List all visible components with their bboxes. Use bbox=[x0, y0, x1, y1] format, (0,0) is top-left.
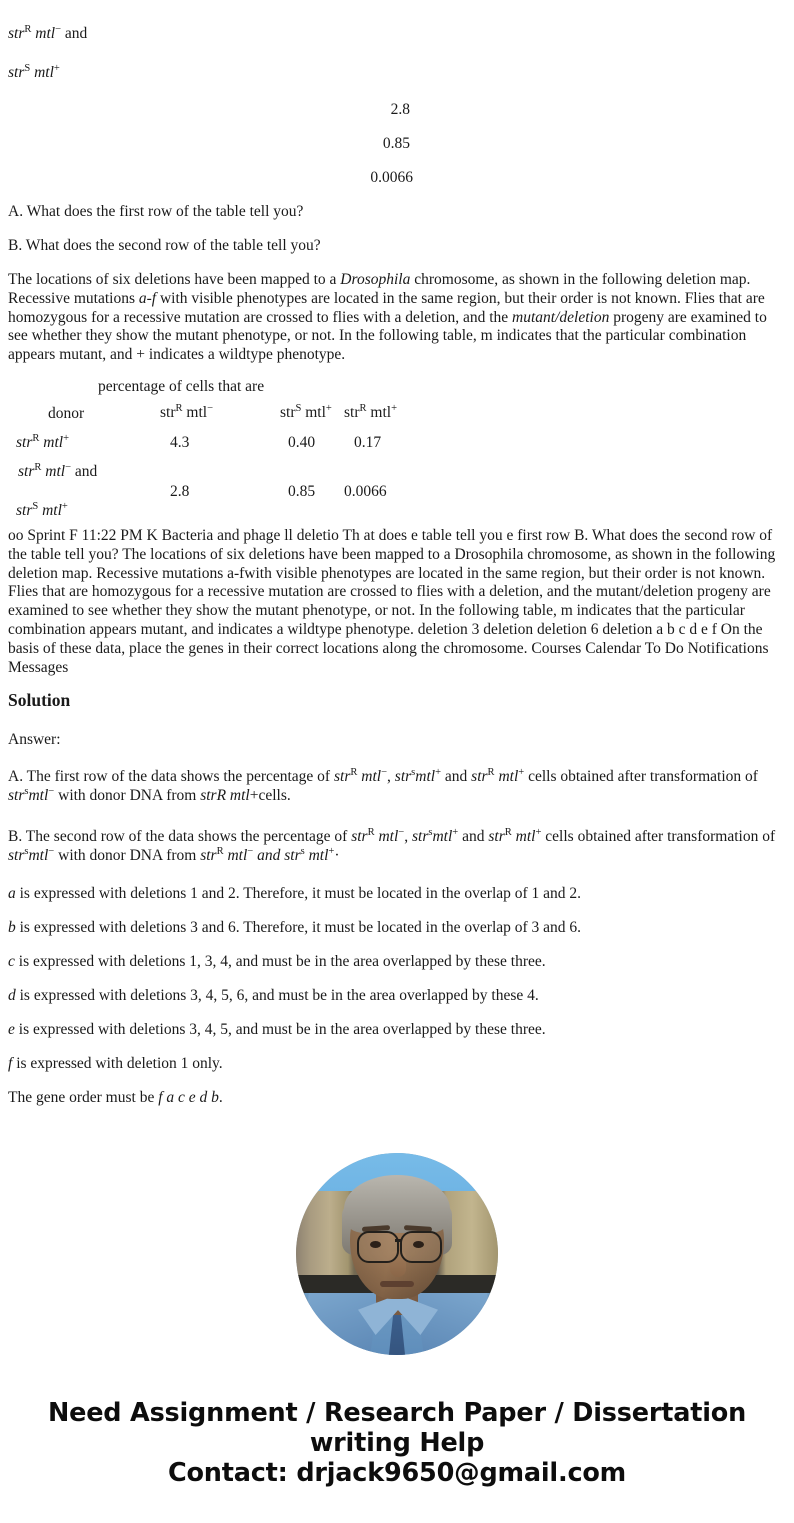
deduction-line-f bbox=[8, 1055, 786, 1074]
genotype-superscript: s bbox=[24, 785, 29, 797]
genotype-mid: mtl bbox=[304, 846, 329, 864]
answer-b-paragraph bbox=[8, 828, 786, 866]
intro-paragraph bbox=[8, 271, 786, 365]
genotype-superscript-2: − bbox=[381, 766, 388, 778]
header-base: str bbox=[344, 404, 360, 421]
genotype-superscript-2: + bbox=[328, 845, 335, 857]
stray-value-1: 2.8 bbox=[390, 101, 410, 118]
row-label-superscript-2: + bbox=[61, 500, 68, 512]
avatar-eye-left bbox=[370, 1241, 381, 1248]
genotype-base: str bbox=[488, 828, 505, 845]
gene-order-suffix: . bbox=[218, 1089, 223, 1106]
gene-label: d bbox=[8, 987, 16, 1004]
table-row-1-label bbox=[16, 434, 69, 453]
gene-label: b bbox=[8, 919, 16, 936]
genotype-superscript-2: − bbox=[55, 23, 62, 35]
intro-seg-4: progeny are examined to see whether they show the mutant phenotype, or not. In the following table, m indicates that the particular combination appears mutant, and + indicates a wildtype phenotype. bbox=[8, 308, 767, 364]
answer-b-seg-1: B. The second row of the data shows the percentage of bbox=[8, 828, 352, 845]
stray-value-3: 0.0066 bbox=[370, 169, 413, 186]
genotype-base: str bbox=[351, 828, 368, 845]
row-label-base: str bbox=[16, 434, 33, 451]
row-label-superscript-2: + bbox=[63, 432, 70, 444]
table-header-col-1 bbox=[160, 404, 213, 423]
genotype-superscript: R bbox=[24, 23, 32, 35]
genotype-mid: mtl bbox=[223, 846, 248, 864]
genotype-tail: and bbox=[61, 25, 88, 42]
genotype-base: str bbox=[284, 846, 301, 864]
answer-b-seg-3: and bbox=[458, 828, 489, 845]
answer-a-seg-2: , bbox=[387, 768, 395, 785]
genotype-mid: mtl bbox=[374, 828, 399, 845]
avatar-glasses-bridge bbox=[395, 1239, 401, 1242]
mutation-range: a-f bbox=[138, 289, 157, 307]
stray-value-2: 0.85 bbox=[382, 135, 410, 152]
table-row-2-label-part-b bbox=[16, 502, 68, 521]
table-header-donor: donor bbox=[48, 405, 85, 422]
deduction-line-b bbox=[8, 919, 786, 938]
genotype-mid: mtl bbox=[357, 768, 382, 785]
avatar-eye-right bbox=[413, 1241, 424, 1248]
table-header-col-3 bbox=[344, 404, 397, 423]
row-label-mid: mtl bbox=[41, 463, 66, 480]
footer-contact-email: Contact: drjack9650@gmail.com bbox=[167, 1458, 627, 1489]
answer-b-seg-4: cells obtained after transformation of bbox=[541, 828, 776, 845]
deduction-line-a bbox=[8, 885, 786, 904]
genotype-base: str bbox=[200, 846, 217, 864]
deduction-line-c bbox=[8, 953, 786, 972]
genotype-mid: mtl bbox=[30, 64, 54, 81]
gene-label: a bbox=[8, 885, 16, 902]
top-genotype-line-1 bbox=[8, 25, 87, 44]
avatar bbox=[296, 1153, 498, 1355]
row-label-base: str bbox=[18, 463, 35, 480]
genotype-superscript: R bbox=[367, 826, 375, 838]
genotype-mid: mtl bbox=[28, 786, 49, 804]
table-cell-r1c2: 0.40 bbox=[288, 434, 316, 451]
table-cell-r2c1: 2.8 bbox=[170, 483, 190, 500]
answer-a-paragraph bbox=[8, 768, 786, 806]
question-a: A. What does the first row of the table tell you? bbox=[8, 203, 304, 220]
header-mid: mtl bbox=[301, 404, 326, 421]
promo-footer bbox=[0, 1398, 794, 1488]
gene-label: c bbox=[8, 953, 15, 970]
intro-seg-3: with visible phenotypes are located in the same region, but their order is not known. Flies that are homozygous for a recessive mutation are crossed to flies with a deletion, and the bbox=[8, 289, 765, 326]
gene-label: f bbox=[8, 1055, 13, 1072]
deduction-line-d bbox=[8, 987, 786, 1006]
genotype-superscript: s bbox=[300, 845, 305, 857]
gene-order-conclusion bbox=[8, 1089, 786, 1108]
table-cell-r1c3: 0.17 bbox=[354, 434, 382, 451]
genotype-superscript: s bbox=[428, 826, 433, 838]
answer-b-seg-6: and bbox=[253, 846, 285, 864]
table-row-2-label-part-a bbox=[18, 463, 97, 482]
genotype-base: str bbox=[333, 768, 351, 785]
genotype-superscript-2: + bbox=[518, 766, 525, 778]
deduction-text: is expressed with deletions 3 and 6. Therefore, it must be located in the overlap of 3 and 6. bbox=[15, 919, 582, 936]
table-cell-r2c3: 0.0066 bbox=[344, 483, 387, 500]
genotype-base: str bbox=[411, 828, 429, 845]
row-label-superscript: R bbox=[32, 432, 40, 444]
ocr-garbled-paragraph: oo Sprint F 11:22 PM K Bacteria and phage ll deletio Th at does e table tell you e first row B. What does the second row of the table tell you? The locations of six deletions have been mapped to a Drosophila chromosome, as shown in the following deletion map. Recessive mutations a-fwith visible phenotypes are located in the same region, but their order is not known. Flies that are homozygous for a recessive mutation are crossed to flies with a deletion, and the mutant/deletion progeny are examined to see whether they show the mutant phenotype, or not. In the following table, m indicates that the particular combination appears mutant, and indicates a wildtype phenotype. deletion 3 deletion deletion 6 deletion a b c d e f On the basis of these data, place the genes in their correct locations along the chromosome. Courses Calendar To Do Notifications Messages bbox=[8, 527, 776, 676]
genotype-superscript: R bbox=[504, 826, 512, 838]
genotype-superscript: s bbox=[411, 766, 416, 778]
genotype-mid: mtl bbox=[28, 846, 49, 864]
genotype-mid: mtl bbox=[432, 828, 453, 845]
header-base: str bbox=[280, 404, 296, 421]
header-superscript-2: + bbox=[325, 402, 332, 414]
genotype-superscript-2: − bbox=[48, 785, 55, 797]
row-label-superscript: S bbox=[32, 500, 39, 512]
gene-order-prefix: The gene order must be bbox=[8, 1089, 159, 1106]
header-superscript-2: − bbox=[207, 402, 214, 414]
table-cell-r1c1: 4.3 bbox=[170, 434, 190, 451]
genotype-mid: mtl bbox=[494, 768, 519, 785]
genotype-superscript-2: − bbox=[398, 826, 405, 838]
avatar-mouth bbox=[380, 1281, 414, 1287]
answer-label: Answer: bbox=[8, 731, 61, 748]
answer-b-seg-5: with donor DNA from bbox=[54, 846, 201, 864]
genotype-superscript: S bbox=[24, 62, 31, 74]
genotype-mid: mtl bbox=[415, 768, 436, 785]
header-mid: mtl bbox=[366, 404, 392, 421]
genotype-superscript-2: − bbox=[48, 845, 55, 857]
genotype-base: str bbox=[8, 25, 25, 42]
row-label-mid: mtl bbox=[39, 434, 64, 451]
genotype-mid: mtl bbox=[31, 25, 56, 42]
avatar-shirt-left bbox=[299, 1293, 379, 1355]
header-superscript: S bbox=[295, 402, 302, 414]
answer-a-seg-3: and bbox=[441, 768, 472, 785]
footer-line-1: Need Assignment / Research Paper / Dissertation bbox=[47, 1398, 747, 1428]
header-base: str bbox=[160, 404, 176, 421]
answer-a-seg-1: A. The first row of the data shows the percentage of bbox=[8, 768, 334, 785]
row-label-base: str bbox=[16, 502, 33, 519]
row-label-superscript: R bbox=[34, 461, 42, 473]
header-superscript-2: + bbox=[391, 402, 398, 414]
intro-seg-2: chromosome, as shown in the following deletion map. Recessive mutations bbox=[8, 271, 751, 307]
genotype-base: str bbox=[8, 786, 25, 804]
answer-a-seg-4: cells obtained after transformation of bbox=[524, 768, 758, 785]
answer-b-seg-2: , bbox=[404, 828, 412, 845]
gene-order-value: f a c e d b bbox=[158, 1089, 219, 1106]
solution-heading: Solution bbox=[8, 690, 71, 710]
genotype-superscript: R bbox=[350, 766, 358, 778]
question-b: B. What does the second row of the table tell you? bbox=[8, 237, 321, 254]
genotype-base: str bbox=[8, 846, 25, 864]
row-label-tail: and bbox=[71, 463, 98, 480]
footer-line-2: writing Help bbox=[309, 1428, 485, 1459]
deduction-text: is expressed with deletion 1 only. bbox=[12, 1055, 223, 1072]
donor-genotype: strR mtl bbox=[200, 786, 250, 804]
mutant-deletion-term: mutant/deletion bbox=[512, 308, 610, 326]
deduction-text: is expressed with deletions 3, 4, 5, 6, and must be in the area overlapped by these 4. bbox=[15, 987, 539, 1004]
genotype-superscript: R bbox=[487, 766, 495, 778]
genotype-superscript-2: + bbox=[53, 62, 60, 74]
top-genotype-line-2 bbox=[8, 64, 60, 83]
genotype-superscript: R bbox=[216, 845, 224, 857]
header-superscript: R bbox=[175, 402, 183, 414]
header-mid: mtl bbox=[182, 404, 208, 421]
deduction-line-e bbox=[8, 1021, 786, 1040]
genotype-superscript-2: − bbox=[247, 845, 254, 857]
genotype-superscript: s bbox=[24, 845, 29, 857]
genotype-base: str bbox=[394, 768, 412, 785]
genotype-superscript-2: + bbox=[535, 826, 542, 838]
answer-a-seg-6: +cells. bbox=[249, 786, 291, 804]
table-header-col-2 bbox=[280, 404, 332, 423]
species-name: Drosophila bbox=[340, 271, 411, 288]
row-label-superscript-2: − bbox=[65, 461, 72, 473]
deduction-text: is expressed with deletions 3, 4, 5, and must be in the area overlapped by these three. bbox=[14, 1021, 546, 1038]
intro-seg-1: The locations of six deletions have been mapped to a bbox=[8, 271, 341, 288]
header-superscript: R bbox=[359, 402, 367, 414]
deduction-text: is expressed with deletions 1, 3, 4, and must be in the area overlapped by these three. bbox=[14, 953, 546, 970]
answer-a-seg-5: with donor DNA from bbox=[54, 786, 201, 804]
genotype-base: str bbox=[471, 768, 488, 785]
genotype-base: str bbox=[8, 64, 25, 81]
table-cell-r2c2: 0.85 bbox=[288, 483, 316, 500]
deduction-text: is expressed with deletions 1 and 2. Therefore, it must be located in the overlap of 1 and 2. bbox=[15, 885, 582, 902]
table-super-header: percentage of cells that are bbox=[98, 378, 265, 395]
gene-label: e bbox=[8, 1021, 15, 1038]
answer-b-seg-7: · bbox=[334, 846, 340, 864]
genotype-superscript-2: + bbox=[435, 766, 442, 778]
genotype-mid: mtl bbox=[511, 828, 536, 845]
row-label-mid: mtl bbox=[38, 502, 62, 519]
genotype-superscript-2: + bbox=[452, 826, 459, 838]
